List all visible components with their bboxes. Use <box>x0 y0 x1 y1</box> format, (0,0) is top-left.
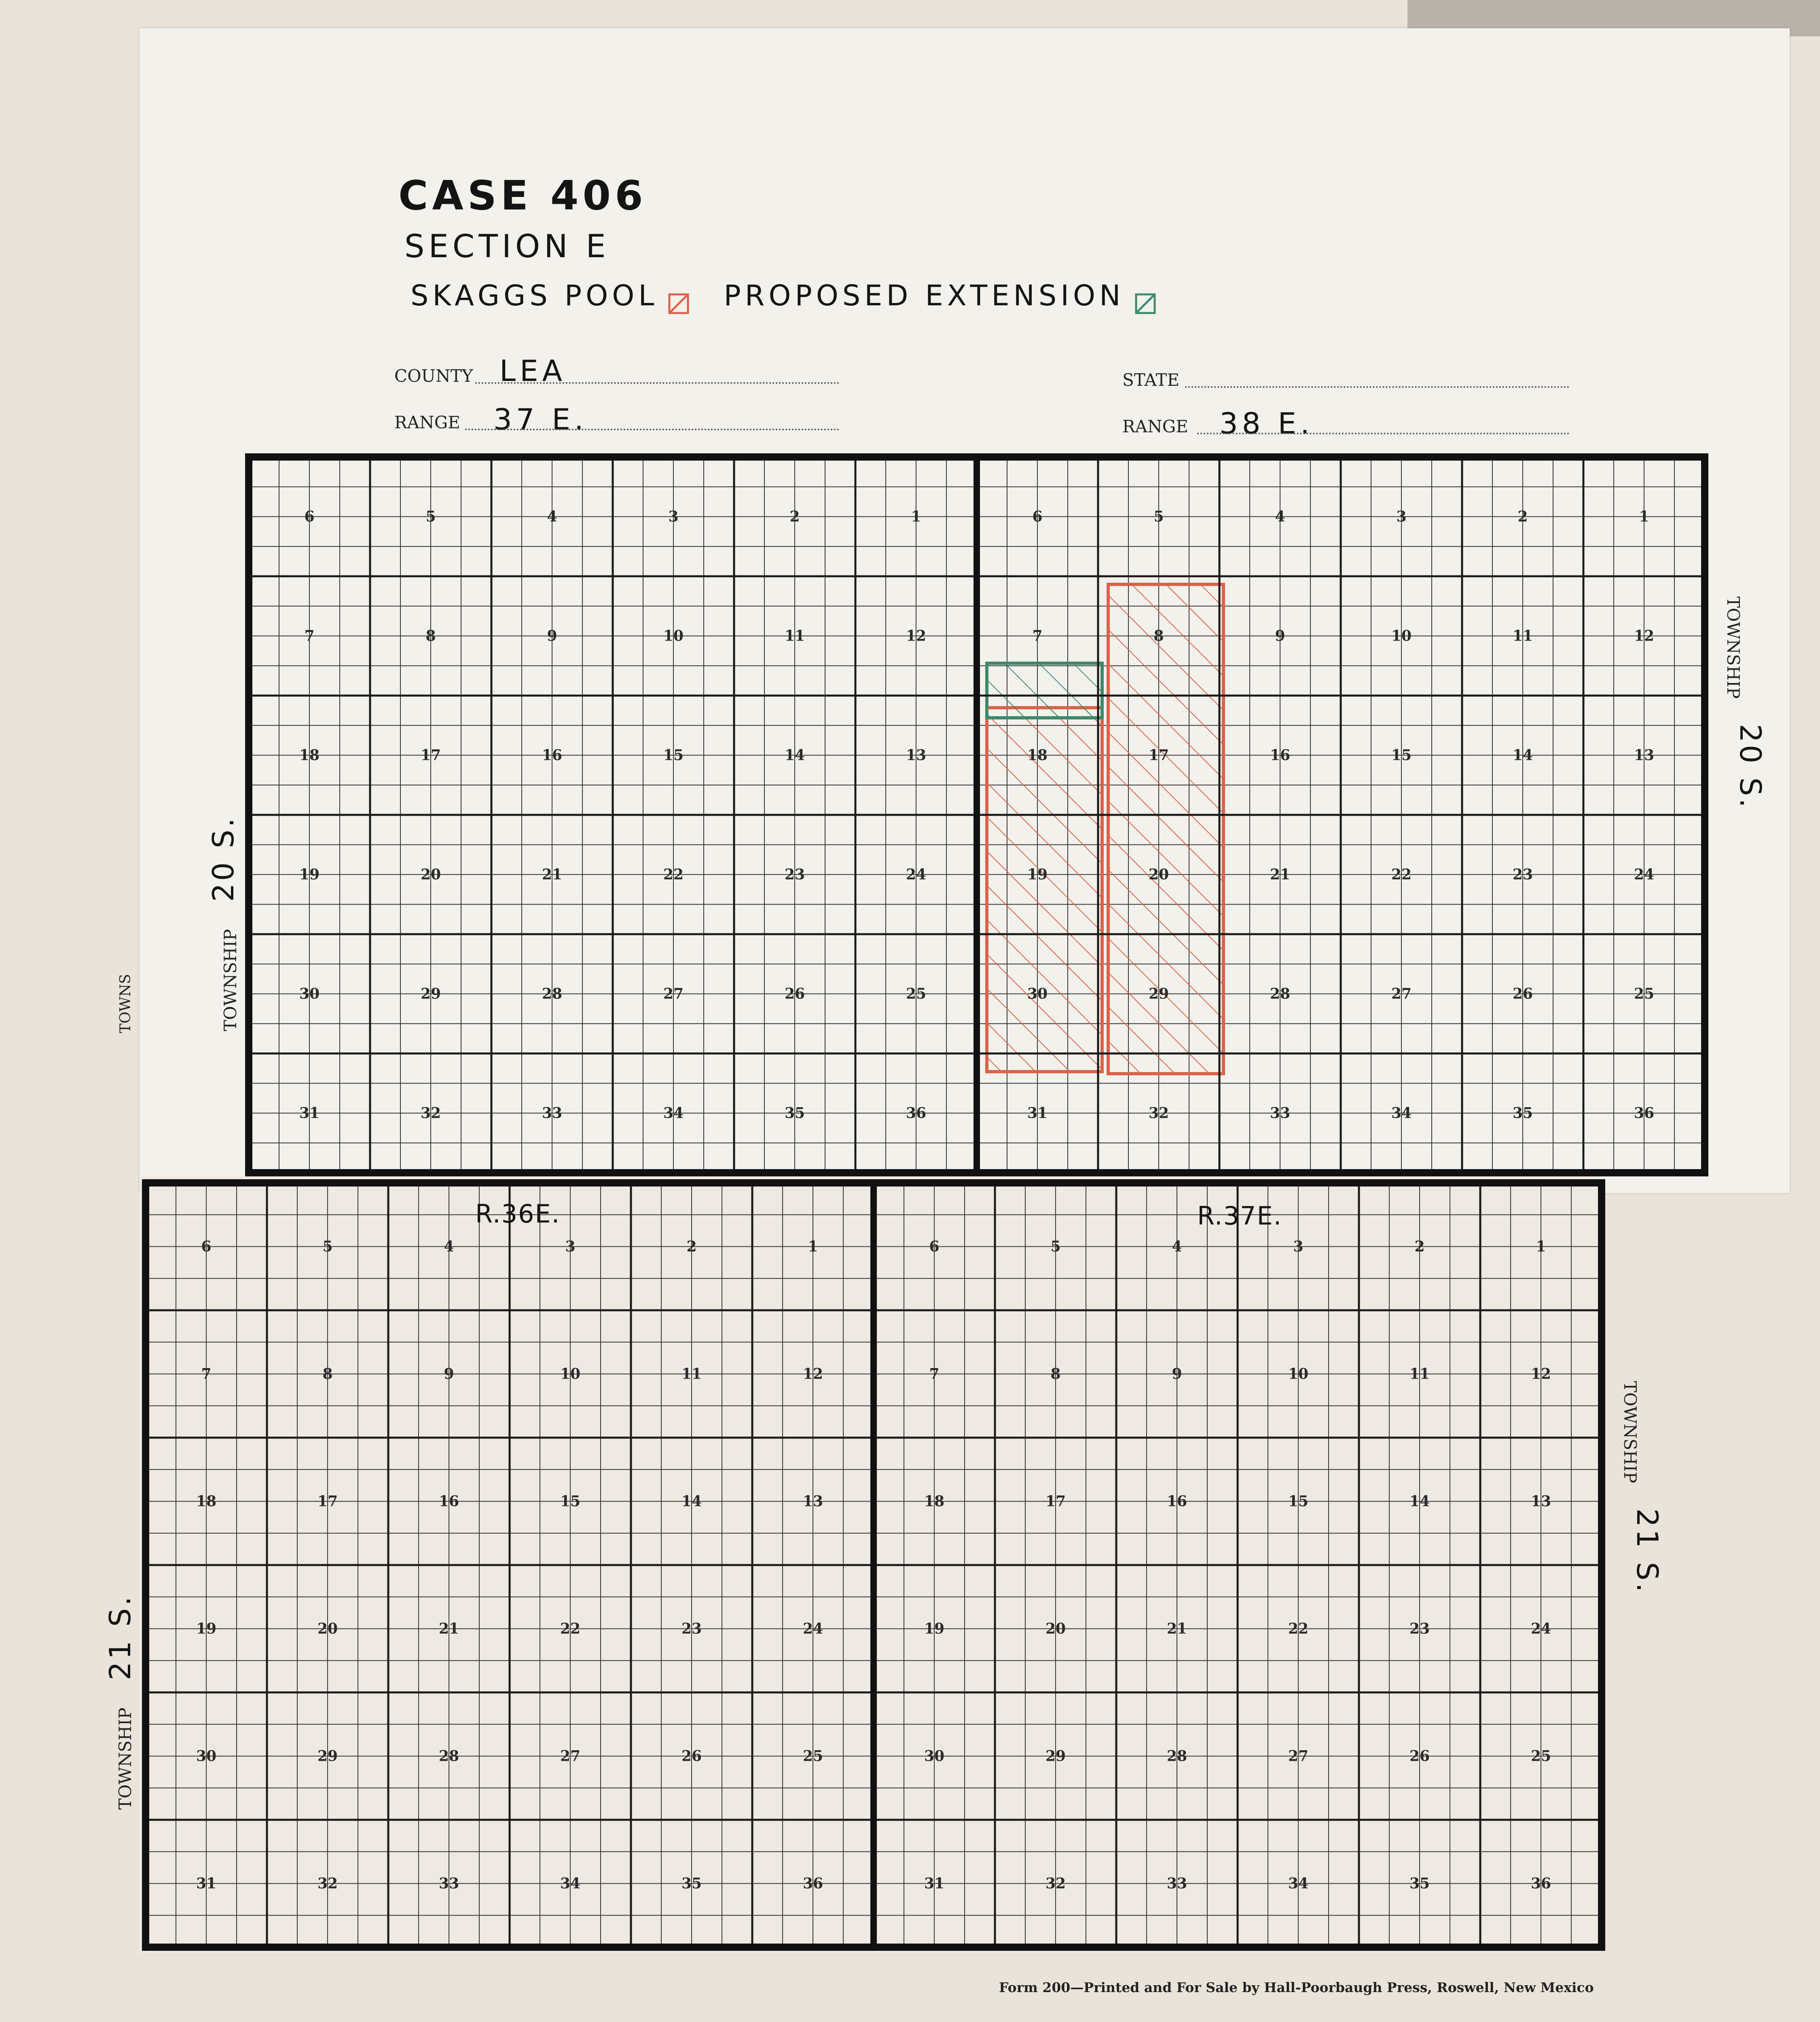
section-number: 23 <box>1409 1620 1430 1637</box>
section-number: 4 <box>1275 508 1285 525</box>
section-number: 17 <box>1045 1493 1066 1510</box>
township-right-value-21s: 21 S. <box>1630 1508 1664 1595</box>
section-number: 25 <box>906 985 927 1003</box>
section-number: 2 <box>789 508 800 525</box>
section-number: 18 <box>196 1493 217 1510</box>
township-right-value-20s: 20 S. <box>1733 724 1767 810</box>
section-number: 33 <box>542 1104 563 1122</box>
section-number: 9 <box>547 627 557 645</box>
section-number: 16 <box>1270 747 1291 764</box>
section-number: 31 <box>924 1875 945 1892</box>
section-number: 16 <box>542 747 563 764</box>
section-number: 1 <box>1639 508 1649 525</box>
range-label-r36e: R.36E. <box>475 1199 561 1229</box>
section-number: 5 <box>1050 1238 1061 1255</box>
township-left-value-20s: 20 S. <box>206 815 240 902</box>
section-number: 1 <box>1536 1238 1546 1255</box>
section-number: 28 <box>542 985 563 1003</box>
section-number: 34 <box>560 1875 581 1892</box>
section-number: 19 <box>924 1620 945 1637</box>
section-number: 7 <box>304 627 315 645</box>
section-number: 36 <box>802 1875 823 1892</box>
section-label: SECTION E <box>404 228 610 265</box>
section-number: 22 <box>1391 866 1412 883</box>
case-title: CASE 406 <box>398 172 647 219</box>
township-map-21s <box>146 1183 1610 1963</box>
section-number: 20 <box>317 1620 338 1637</box>
range-left-value: 37 E. <box>493 402 588 436</box>
section-number: 10 <box>560 1365 581 1383</box>
section-number: 28 <box>1166 1747 1187 1765</box>
section-number: 14 <box>1512 747 1533 764</box>
section-number: 28 <box>438 1747 459 1765</box>
section-number: 5 <box>1153 508 1164 525</box>
section-number: 32 <box>1148 1104 1169 1122</box>
section-number: 12 <box>802 1365 823 1383</box>
section-number: 34 <box>1391 1104 1412 1122</box>
section-number: 3 <box>1293 1238 1304 1255</box>
section-number: 23 <box>681 1620 702 1637</box>
section-number: 5 <box>425 508 436 525</box>
section-number: 35 <box>784 1104 805 1122</box>
section-number: 31 <box>1027 1104 1048 1122</box>
section-number: 15 <box>1288 1493 1309 1510</box>
section-number: 32 <box>317 1875 338 1892</box>
pool-legend-swatch <box>668 293 689 314</box>
section-number: 4 <box>444 1238 454 1255</box>
section-number: 25 <box>1634 985 1655 1003</box>
section-number: 30 <box>299 985 320 1003</box>
county-label: COUNTY <box>394 366 473 386</box>
section-number: 8 <box>1153 627 1164 645</box>
section-number: 4 <box>547 508 557 525</box>
township-right-label-20s: TOWNSHIP <box>1723 596 1743 699</box>
section-number: 15 <box>560 1493 581 1510</box>
section-number: 30 <box>1027 985 1048 1003</box>
state-label: STATE <box>1122 370 1180 390</box>
section-number: 29 <box>420 985 441 1003</box>
section-number: 9 <box>1275 627 1285 645</box>
section-number: 29 <box>317 1747 338 1765</box>
section-number: 23 <box>1512 866 1533 883</box>
section-number: 18 <box>299 747 320 764</box>
section-number: 27 <box>1288 1747 1309 1765</box>
section-number: 9 <box>1172 1365 1182 1383</box>
section-number: 7 <box>929 1365 940 1383</box>
section-number: 4 <box>1172 1238 1182 1255</box>
section-number: 6 <box>1032 508 1043 525</box>
township-left-label-21s: TOWNSHIP <box>115 1707 135 1810</box>
legend-extension-label: PROPOSED EXTENSION <box>724 279 1125 312</box>
section-number: 17 <box>1148 747 1169 764</box>
section-number: 24 <box>1634 866 1655 883</box>
section-number: 29 <box>1045 1747 1066 1765</box>
section-number: 12 <box>1530 1365 1551 1383</box>
range-right-label: RANGE <box>1122 417 1188 436</box>
section-number: 5 <box>322 1238 333 1255</box>
section-number: 29 <box>1148 985 1169 1003</box>
section-number: 21 <box>542 866 563 883</box>
legend <box>411 279 1156 314</box>
section-number: 2 <box>1414 1238 1425 1255</box>
section-number: 35 <box>681 1875 702 1892</box>
section-number: 35 <box>1409 1875 1430 1892</box>
section-number: 13 <box>906 747 927 764</box>
section-number: 25 <box>1530 1747 1551 1765</box>
section-number: 26 <box>1409 1747 1430 1765</box>
range-right-value: 38 E. <box>1219 406 1314 440</box>
section-number: 25 <box>802 1747 823 1765</box>
section-number: 10 <box>1391 627 1412 645</box>
section-number: 16 <box>1166 1493 1187 1510</box>
section-number: 21 <box>1166 1620 1187 1637</box>
section-number: 35 <box>1512 1104 1533 1122</box>
section-number: 36 <box>1530 1875 1551 1892</box>
section-number: 22 <box>560 1620 581 1637</box>
section-number: 1 <box>808 1238 818 1255</box>
section-number: 24 <box>906 866 927 883</box>
section-number: 22 <box>1288 1620 1309 1637</box>
section-number: 27 <box>560 1747 581 1765</box>
section-number: 6 <box>304 508 315 525</box>
section-number: 13 <box>1530 1493 1551 1510</box>
section-number: 12 <box>906 627 927 645</box>
township-left-label-20s: TOWNSHIP <box>220 929 240 1031</box>
section-number: 17 <box>420 747 441 764</box>
section-number: 11 <box>1512 627 1533 645</box>
section-number: 9 <box>444 1365 454 1383</box>
section-number: 24 <box>802 1620 823 1637</box>
section-number: 7 <box>1032 627 1043 645</box>
section-number: 33 <box>1270 1104 1291 1122</box>
section-number: 18 <box>1027 747 1048 764</box>
section-number: 2 <box>1517 508 1528 525</box>
section-number: 11 <box>784 627 805 645</box>
section-number: 15 <box>1391 747 1412 764</box>
range-right-underline <box>1197 433 1569 434</box>
section-number: 15 <box>663 747 684 764</box>
section-number: 27 <box>663 985 684 1003</box>
section-number: 20 <box>420 866 441 883</box>
section-number: 27 <box>1391 985 1412 1003</box>
section-number: 8 <box>322 1365 333 1383</box>
proposed-extension-area <box>987 663 1102 718</box>
state-underline <box>1185 386 1569 388</box>
county-value: LEA <box>499 354 566 388</box>
township-right-label-21s: TOWNSHIP <box>1620 1381 1640 1483</box>
township-map-20s <box>249 457 1711 1181</box>
range-left-underline <box>465 429 839 430</box>
section-number: 21 <box>438 1620 459 1637</box>
section-number: 3 <box>565 1238 576 1255</box>
section-number: 10 <box>663 627 684 645</box>
section-number: 14 <box>681 1493 702 1510</box>
section-number: 6 <box>201 1238 212 1255</box>
section-number: 8 <box>1050 1365 1061 1383</box>
section-number: 2 <box>686 1238 697 1255</box>
printer-footer: Form 200—Printed and For Sale by Hall-Poorbaugh Press, Roswell, New Mexico <box>999 1980 1594 1995</box>
range-label-r37e: R.37E. <box>1197 1201 1282 1231</box>
section-number: 3 <box>668 508 679 525</box>
section-number: 36 <box>906 1104 927 1122</box>
section-number: 19 <box>299 866 320 883</box>
legend-pool-label: SKAGGS POOL <box>411 279 658 312</box>
section-number: 12 <box>1634 627 1655 645</box>
section-number: 31 <box>196 1875 217 1892</box>
section-number: 31 <box>299 1104 320 1122</box>
section-number: 8 <box>425 627 436 645</box>
section-number: 32 <box>1045 1875 1066 1892</box>
section-number: 11 <box>681 1365 702 1383</box>
range-left-label: RANGE <box>394 412 460 432</box>
section-number: 19 <box>1027 866 1048 883</box>
section-number: 30 <box>196 1747 217 1765</box>
section-number: 22 <box>663 866 684 883</box>
section-number: 3 <box>1396 508 1407 525</box>
section-number: 20 <box>1148 866 1169 883</box>
section-number: 24 <box>1530 1620 1551 1637</box>
section-number: 34 <box>1288 1875 1309 1892</box>
section-number: 16 <box>438 1493 459 1510</box>
section-number: 28 <box>1270 985 1291 1003</box>
section-number: 10 <box>1288 1365 1309 1383</box>
section-number: 14 <box>784 747 805 764</box>
section-number: 1 <box>911 508 921 525</box>
section-number: 23 <box>784 866 805 883</box>
township-left-value-21s: 21 S. <box>103 1594 137 1680</box>
section-number: 7 <box>201 1365 212 1383</box>
section-number: 19 <box>196 1620 217 1637</box>
section-number: 26 <box>681 1747 702 1765</box>
county-underline <box>475 382 839 384</box>
section-number: 33 <box>438 1875 459 1892</box>
section-number: 20 <box>1045 1620 1066 1637</box>
section-number: 21 <box>1270 866 1291 883</box>
section-number: 11 <box>1409 1365 1430 1383</box>
section-number: 33 <box>1166 1875 1187 1892</box>
section-number: 14 <box>1409 1493 1430 1510</box>
section-number: 26 <box>784 985 805 1003</box>
section-number: 18 <box>924 1493 945 1510</box>
torn-township-fragment: TOWNS <box>117 974 134 1033</box>
section-number: 17 <box>317 1493 338 1510</box>
section-number: 34 <box>663 1104 684 1122</box>
section-number: 36 <box>1634 1104 1655 1122</box>
extension-legend-swatch <box>1135 293 1156 314</box>
section-number: 30 <box>924 1747 945 1765</box>
section-number: 13 <box>1634 747 1655 764</box>
section-number: 13 <box>802 1493 823 1510</box>
section-number: 32 <box>420 1104 441 1122</box>
section-number: 26 <box>1512 985 1533 1003</box>
section-number: 6 <box>929 1238 940 1255</box>
